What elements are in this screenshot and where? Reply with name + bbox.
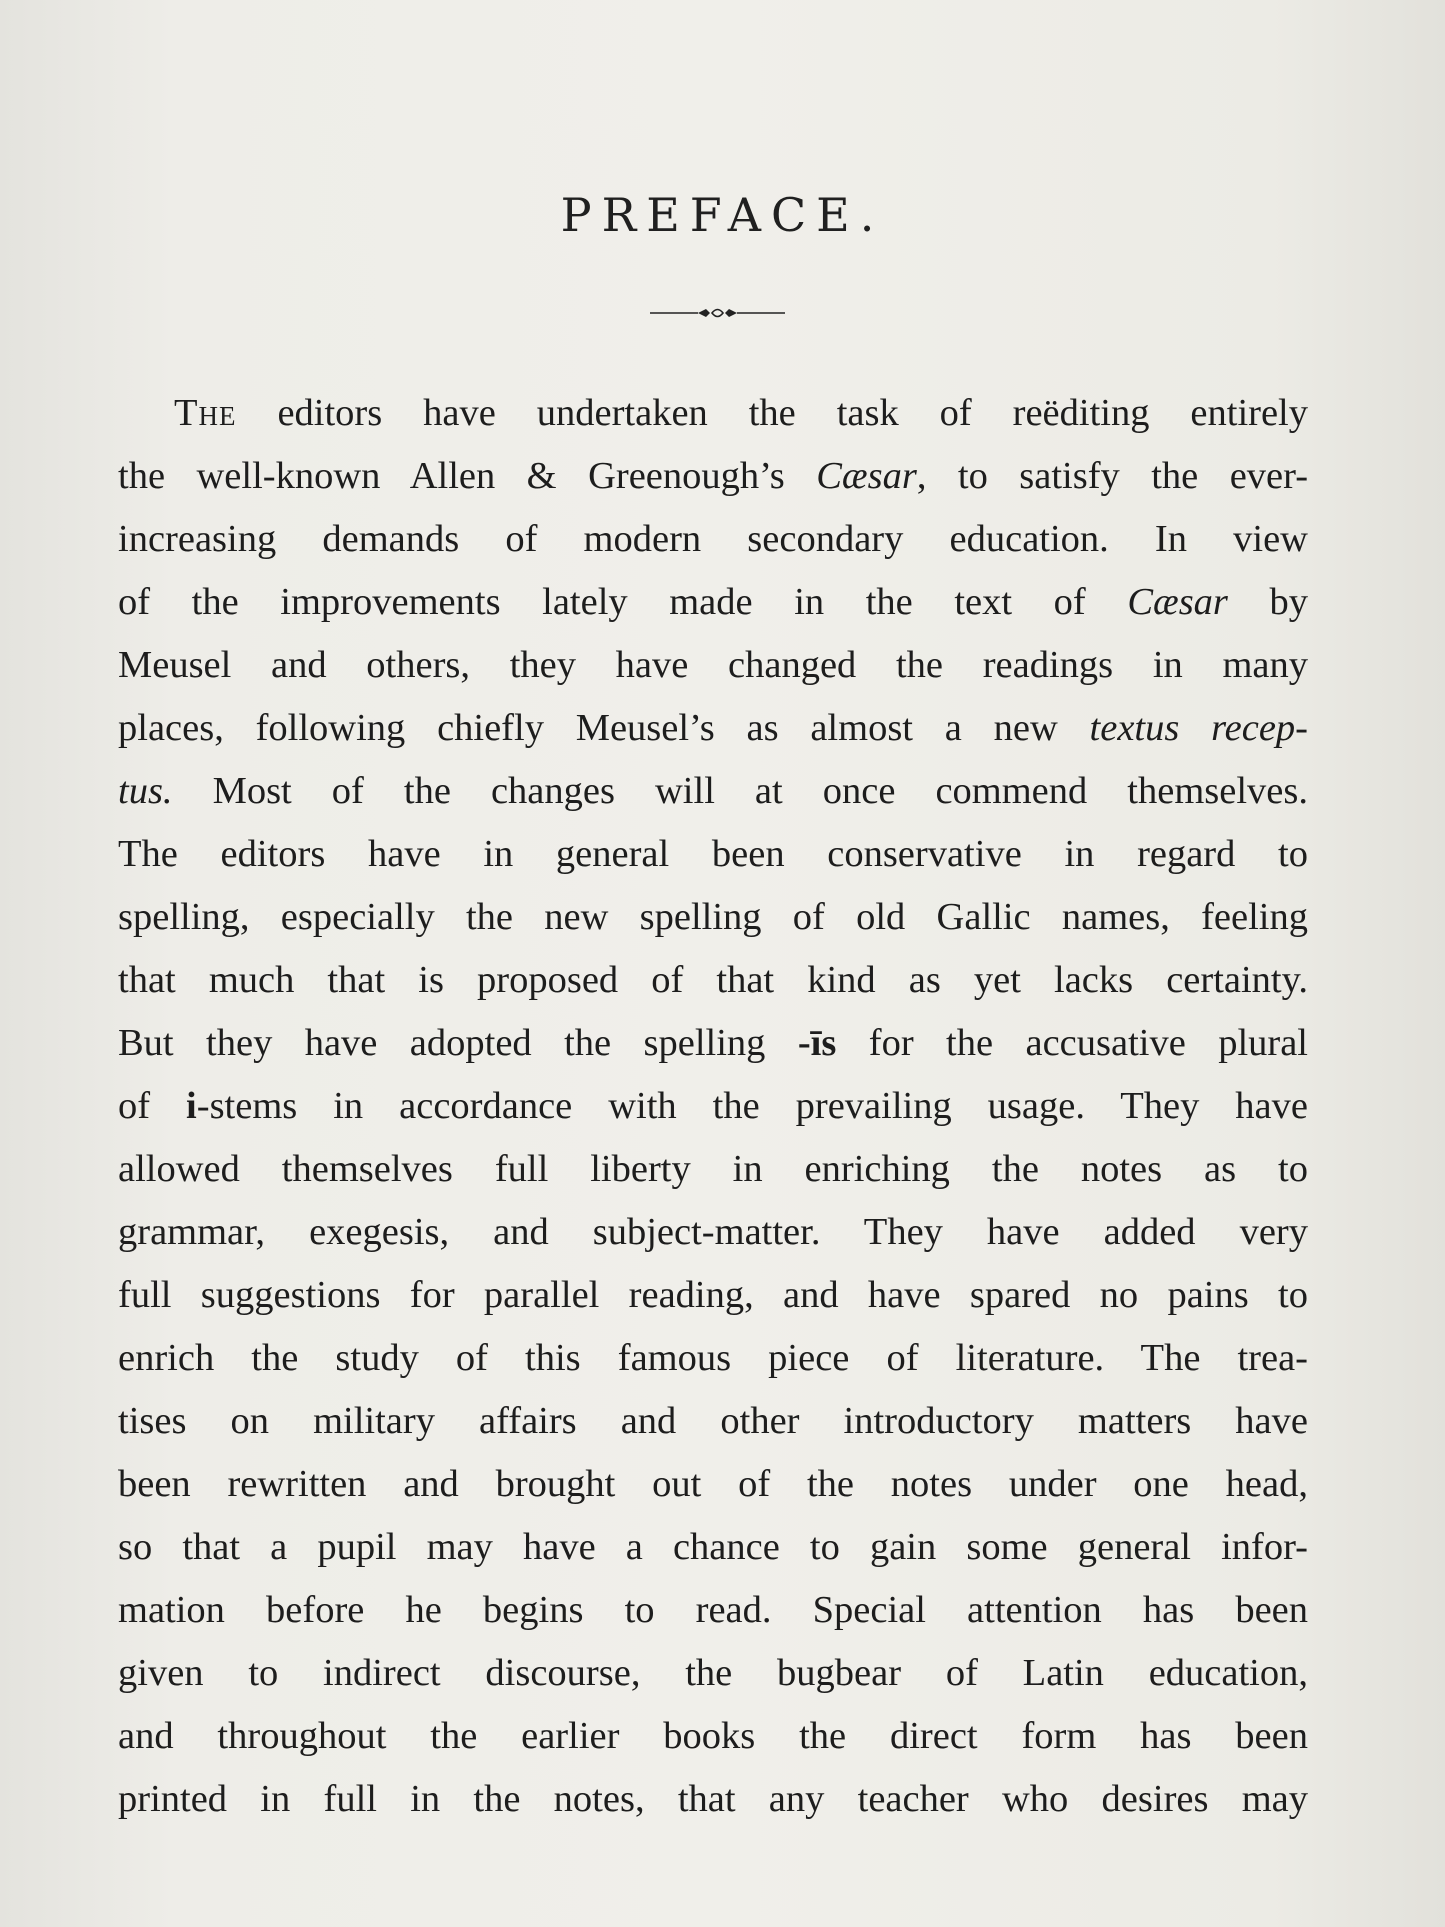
text-span: printed in full in the notes, that any teacher who desires may bbox=[118, 1778, 1308, 1820]
italic-text: Cæsar bbox=[816, 455, 917, 497]
text-span: that much that is proposed of that kind as yet lacks certainty. bbox=[118, 959, 1308, 1001]
text-line bbox=[118, 634, 1308, 697]
text-span: of the improvements lately made in the text of bbox=[118, 581, 1128, 623]
text-span: But they have adopted the spelling bbox=[118, 1022, 798, 1064]
small-caps-text: The bbox=[174, 392, 237, 434]
text-span: , to satisfy the ever- bbox=[916, 455, 1309, 497]
text-line bbox=[118, 886, 1308, 949]
text-span: spelling, especially the new spelling of old Gallic names, feeling bbox=[118, 896, 1308, 938]
text-line bbox=[118, 382, 1308, 445]
text-line bbox=[118, 823, 1308, 886]
text-line bbox=[118, 1453, 1308, 1516]
text-line bbox=[118, 1705, 1308, 1768]
text-span: Meusel and others, they have changed the readings in many bbox=[118, 644, 1308, 686]
text-span: given to indirect discourse, the bugbear of Latin education, bbox=[118, 1652, 1308, 1694]
text-span: the well-known Allen & Greenough’s bbox=[118, 455, 817, 497]
bold-text: i bbox=[186, 1085, 197, 1127]
text-span: so that a pupil may have a chance to gain some general infor- bbox=[118, 1526, 1308, 1568]
text-span: increasing demands of modern secondary education. In view bbox=[118, 518, 1308, 560]
text-span: of bbox=[118, 1085, 187, 1127]
text-line bbox=[118, 1075, 1308, 1138]
bold-text: -īs bbox=[797, 1022, 837, 1064]
text-span: Most of the changes will at once commend themselves. bbox=[172, 770, 1308, 812]
text-line bbox=[118, 1138, 1308, 1201]
text-line bbox=[118, 571, 1308, 634]
text-span: been rewritten and brought out of the notes under one head, bbox=[118, 1463, 1308, 1505]
text-span: and throughout the earlier books the direct form has been bbox=[118, 1715, 1308, 1757]
page-heading: PREFACE. bbox=[560, 188, 885, 242]
preface-paragraph bbox=[118, 382, 1308, 1831]
text-line bbox=[118, 1327, 1308, 1390]
text-span: The editors have in general been conservative in regard to bbox=[118, 833, 1308, 875]
text-span: places, following chiefly Meusel’s as almost a new bbox=[118, 707, 1090, 749]
text-line bbox=[118, 697, 1308, 760]
text-line bbox=[118, 1768, 1308, 1831]
text-line bbox=[118, 445, 1308, 508]
text-line bbox=[118, 1390, 1308, 1453]
fleuron-rule-ornament bbox=[650, 302, 785, 324]
text-span: grammar, exegesis, and subject-matter. They have added very bbox=[118, 1211, 1308, 1253]
text-line bbox=[118, 1012, 1308, 1075]
italic-text: textus recep- bbox=[1089, 707, 1308, 749]
text-span: by bbox=[1227, 581, 1309, 623]
text-span: tises on military affairs and other introductory matters have bbox=[118, 1400, 1308, 1442]
text-line bbox=[118, 1264, 1308, 1327]
text-span: mation before he begins to read. Special attention has been bbox=[118, 1589, 1308, 1631]
italic-text: Cæsar bbox=[1127, 581, 1228, 623]
text-line bbox=[118, 949, 1308, 1012]
text-line bbox=[118, 1516, 1308, 1579]
text-line bbox=[118, 508, 1308, 571]
text-span: enrich the study of this famous piece of literature. The trea- bbox=[118, 1337, 1308, 1379]
text-span: allowed themselves full liberty in enriching the notes as to bbox=[118, 1148, 1308, 1190]
text-line bbox=[118, 1642, 1308, 1705]
italic-text: tus. bbox=[118, 770, 173, 812]
text-line bbox=[118, 1579, 1308, 1642]
text-span: full suggestions for parallel reading, and have spared no pains to bbox=[118, 1274, 1308, 1316]
text-span: editors have undertaken the task of reëditing entirely bbox=[236, 392, 1308, 434]
text-line bbox=[118, 760, 1308, 823]
text-span: -stems in accordance with the prevailing usage. They have bbox=[196, 1085, 1308, 1127]
text-line bbox=[118, 1201, 1308, 1264]
text-span: for the accusative plural bbox=[836, 1022, 1309, 1064]
